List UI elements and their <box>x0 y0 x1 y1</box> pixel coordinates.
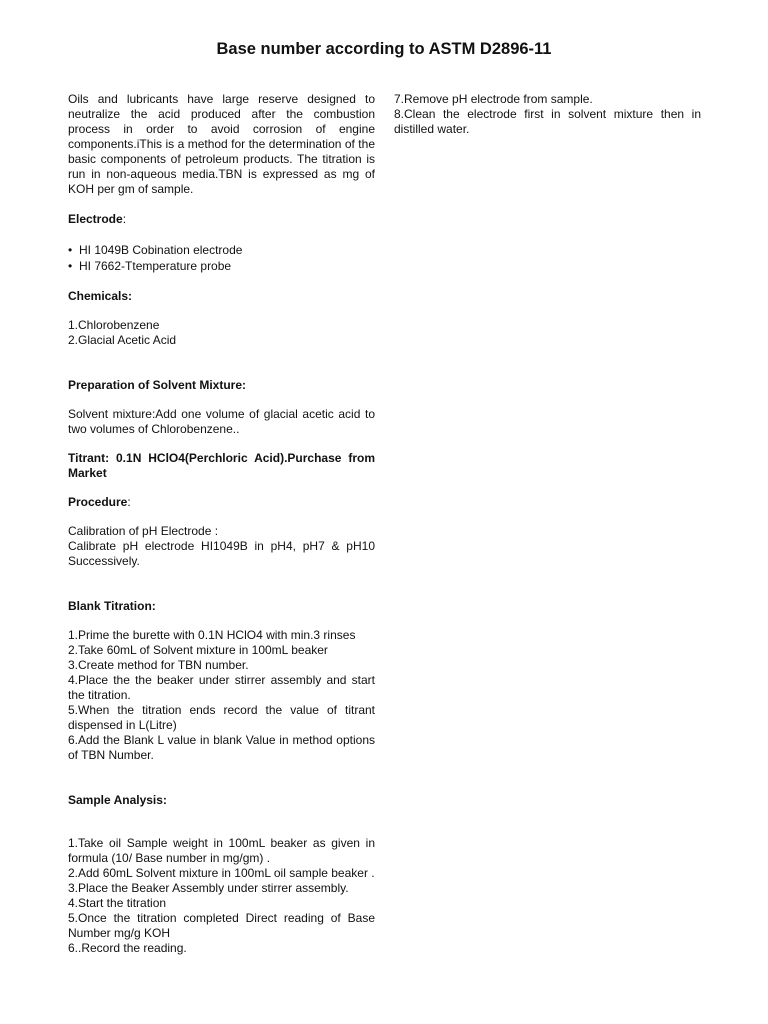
electrode-list <box>68 243 375 274</box>
list-item: 3.Create method for TBN number. <box>68 658 249 672</box>
solvent-text: Solvent mixture:Add one volume of glacial acetic acid to two volumes of Chlorobenzene.. <box>68 407 375 436</box>
sample-analysis-heading: Sample Analysis: <box>68 793 167 807</box>
procedure-heading-text: Procedure <box>68 495 128 509</box>
list-item: 8.Clean the electrode first in solvent mixture then in distilled water. <box>394 107 701 136</box>
calibration-text: Calibrate pH electrode HI1049B in pH4, pH7 & pH10 Successively. <box>68 539 375 568</box>
sample-analysis-steps <box>68 836 375 956</box>
chemicals-heading: Chemicals: <box>68 289 133 303</box>
list-item: 6..Record the reading. <box>68 941 187 955</box>
blank-titration-heading: Blank Titration: <box>68 599 156 613</box>
list-item: 1.Chlorobenzene <box>68 318 160 332</box>
list-item: 7.Remove pH electrode from sample. <box>394 92 593 106</box>
electrode-heading-text: Electrode <box>68 212 123 226</box>
list-item: 1.Take oil Sample weight in 100mL beaker as given in formula (10/ Base number in mg/gm) . <box>68 836 375 865</box>
calibration-title: Calibration of pH Electrode : <box>68 524 219 538</box>
list-item: 5.Once the titration completed Direct reading of Base Number mg/g KOH <box>68 911 375 940</box>
left-column <box>68 92 375 956</box>
list-item: • HI 1049B Cobination electrode <box>68 243 375 258</box>
list-item: 1.Prime the burette with 0.1N HClO4 with min.3 rinses <box>68 628 356 642</box>
list-item: 4.Place the the beaker under stirrer assembly and start the titration. <box>68 673 375 702</box>
electrode-heading-colon: : <box>122 212 127 226</box>
procedure-heading-colon: : <box>127 495 131 509</box>
blank-titration-steps <box>68 628 375 763</box>
list-item: 2.Glacial Acetic Acid <box>68 333 177 347</box>
chemicals-list <box>68 318 375 348</box>
solvent-heading: Preparation of Solvent Mixture: <box>68 378 247 392</box>
list-item: 6.Add the Blank L value in blank Value in method options of TBN Number. <box>68 733 375 762</box>
list-item: 2.Take 60mL of Solvent mixture in 100mL beaker <box>68 643 328 657</box>
list-item: 4.Start the titration <box>68 896 167 910</box>
right-column <box>394 92 701 137</box>
list-item: • HI 7662-Ttemperature probe <box>68 259 375 274</box>
list-item: 2.Add 60mL Solvent mixture in 100mL oil sample beaker . <box>68 866 375 880</box>
page-title: Base number according to ASTM D2896-11 <box>216 40 552 58</box>
procedure-heading <box>68 495 375 510</box>
titrant-heading: Titrant: 0.1N HClO4(Perchloric Acid).Purchase from Market <box>68 451 375 480</box>
list-item: 5.When the titration ends record the value of titrant dispensed in L(Litre) <box>68 703 375 732</box>
list-item: 3.Place the Beaker Assembly under stirrer assembly. <box>68 881 349 895</box>
intro-paragraph: Oils and lubricants have large reserve designed to neutralize the acid produced after the combustion process in order to avoid corrosion of engine components.iThis is a method for the determination of the basic components of petroleum products. The titration is run in non-aqueous media.TBN is expressed as mg of KOH per gm of sample. <box>68 92 375 196</box>
electrode-heading <box>68 212 375 227</box>
